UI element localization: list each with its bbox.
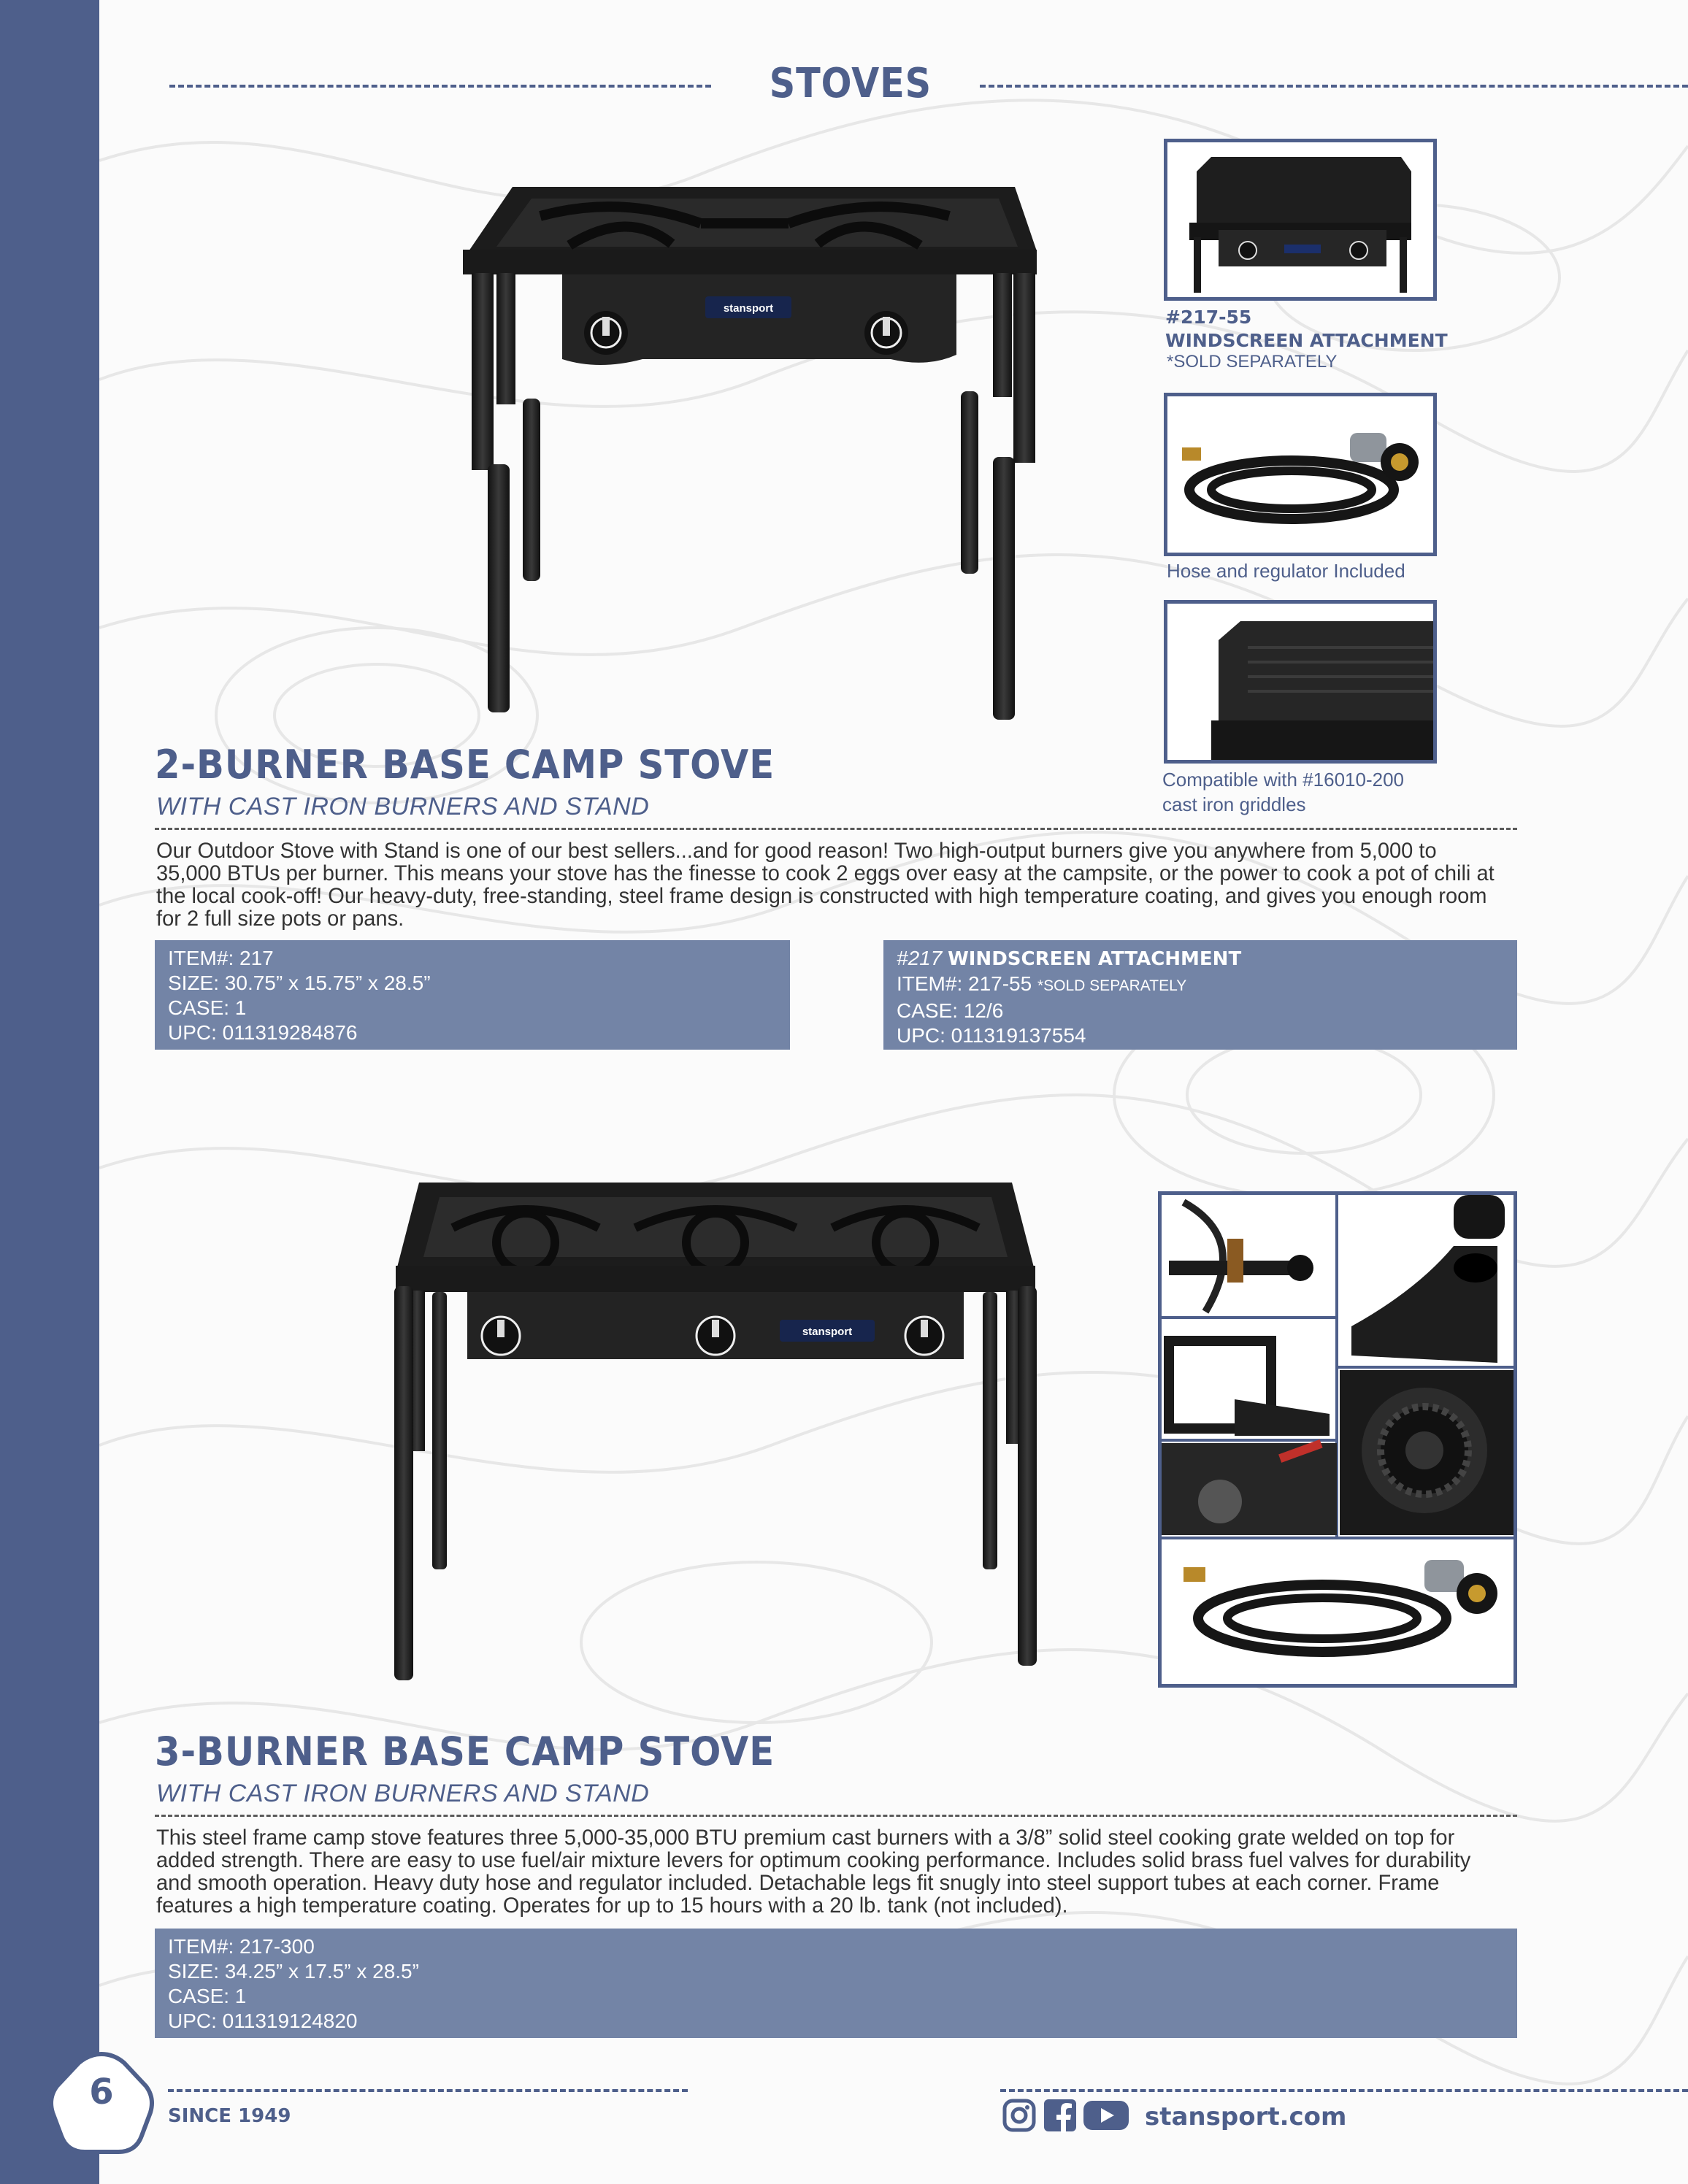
product1-spec-item: ITEM#: 217 [168, 947, 274, 969]
thumb-griddle [1164, 600, 1437, 764]
product1-subtitle: WITH CAST IRON BURNERS AND STAND [156, 793, 650, 820]
product2-subtitle: WITH CAST IRON BURNERS AND STAND [156, 1780, 650, 1807]
stove2-brand-plate: stansport [802, 1326, 853, 1338]
thumb-windscreen [1164, 139, 1437, 301]
section-title: STOVES [769, 60, 932, 107]
product1-spec-upc: UPC: 011319284876 [168, 1021, 358, 1044]
website-link[interactable]: stansport.com [1145, 2102, 1347, 2131]
footer-rule-left [168, 2089, 688, 2092]
product2-spec-item: ITEM#: 217-300 [168, 1935, 315, 1958]
three-burner-stove-image [394, 1177, 1037, 1680]
thumb-hose [1164, 393, 1437, 556]
header-rule-left [169, 85, 711, 88]
two-burner-stove-image [453, 180, 1043, 734]
since-1949: SINCE 1949 [168, 2105, 291, 2127]
griddle-caption-line2: cast iron griddles [1162, 793, 1306, 815]
detail-collage-photo-icon [1162, 1195, 1514, 1684]
accessory-sold-note: *SOLD SEPARATELY [1037, 977, 1187, 994]
accessory-item-line [897, 972, 1504, 999]
windscreen-caption-note: *SOLD SEPARATELY [1167, 352, 1338, 372]
stove-brand-plate: stansport [723, 302, 774, 315]
windscreen-photo-icon [1167, 142, 1433, 297]
accessory-name: WINDSCREEN ATTACHMENT [948, 948, 1242, 970]
product1-spec-case: CASE: 1 [168, 996, 247, 1019]
youtube-icon[interactable] [1082, 2098, 1130, 2133]
product2-spec-box [155, 1929, 1517, 2038]
product1-rule [155, 828, 1517, 830]
accessory-ref: #217 [897, 947, 943, 969]
product1-spec-size: SIZE: 30.75” x 15.75” x 28.5” [168, 972, 431, 994]
product2-rule [155, 1815, 1517, 1817]
product2-detail-collage [1158, 1191, 1517, 1688]
instagram-icon[interactable] [1002, 2098, 1037, 2133]
product2-spec-case: CASE: 1 [168, 1985, 247, 2007]
facebook-icon[interactable] [1043, 2098, 1078, 2133]
page-number: 6 [89, 2072, 114, 2112]
griddle-photo-icon [1167, 604, 1433, 760]
accessory-spec-box [883, 940, 1517, 1050]
hose-regulator-photo-icon [1167, 396, 1433, 553]
accessory-heading [897, 946, 1504, 972]
product1-title: 2-BURNER BASE CAMP STOVE [155, 742, 775, 788]
product2-spec-size: SIZE: 34.25” x 17.5” x 28.5” [168, 1960, 419, 1983]
product1-spec-box [155, 940, 790, 1050]
footer-rule-right [1000, 2089, 1688, 2092]
windscreen-caption-name: WINDSCREEN ATTACHMENT [1165, 330, 1448, 351]
sidebar-band [0, 0, 99, 2184]
accessory-upc: UPC: 011319137554 [897, 1024, 1086, 1047]
windscreen-caption-code: #217-55 [1165, 307, 1252, 328]
griddle-caption-line1: Compatible with #16010-200 [1162, 769, 1404, 791]
header-rule-right [980, 85, 1688, 88]
hose-caption: Hose and regulator Included [1167, 560, 1405, 582]
product1-description: Our Outdoor Stove with Stand is one of our best sellers...and for good reason! Two high-output burners give you anywhere from 5,000 to 35,000 BTUs per burner. This means your stove has the finesse to cook 2 eggs over easy at the campsite, or the power to cook a pot of chili at the local cook-off! Our heavy-duty, free-standing, steel frame design is constructed with high temperature coating, and gives you enough room for 2 full size pots or pans. [156, 839, 1495, 931]
accessory-item: ITEM#: 217-55 [897, 972, 1032, 995]
accessory-case: CASE: 12/6 [897, 999, 1004, 1022]
product2-spec-upc: UPC: 011319124820 [168, 2010, 358, 2032]
product2-title: 3-BURNER BASE CAMP STOVE [155, 1729, 775, 1774]
product2-description: This steel frame camp stove features three 5,000-35,000 BTU premium cast burners with a 3/8” solid steel cooking grate welded on top for added strength. There are easy to use fuel/air mixture levers for optimum cooking performance. Includes solid brass fuel valves for durability and smooth operation. Heavy duty hose and regulator included. Detachable legs fit snugly into steel support tubes at each corner. Frame features a high temperature coating. Operates for up to 15 hours with a 20 lb. tank (not included). [156, 1826, 1471, 1918]
